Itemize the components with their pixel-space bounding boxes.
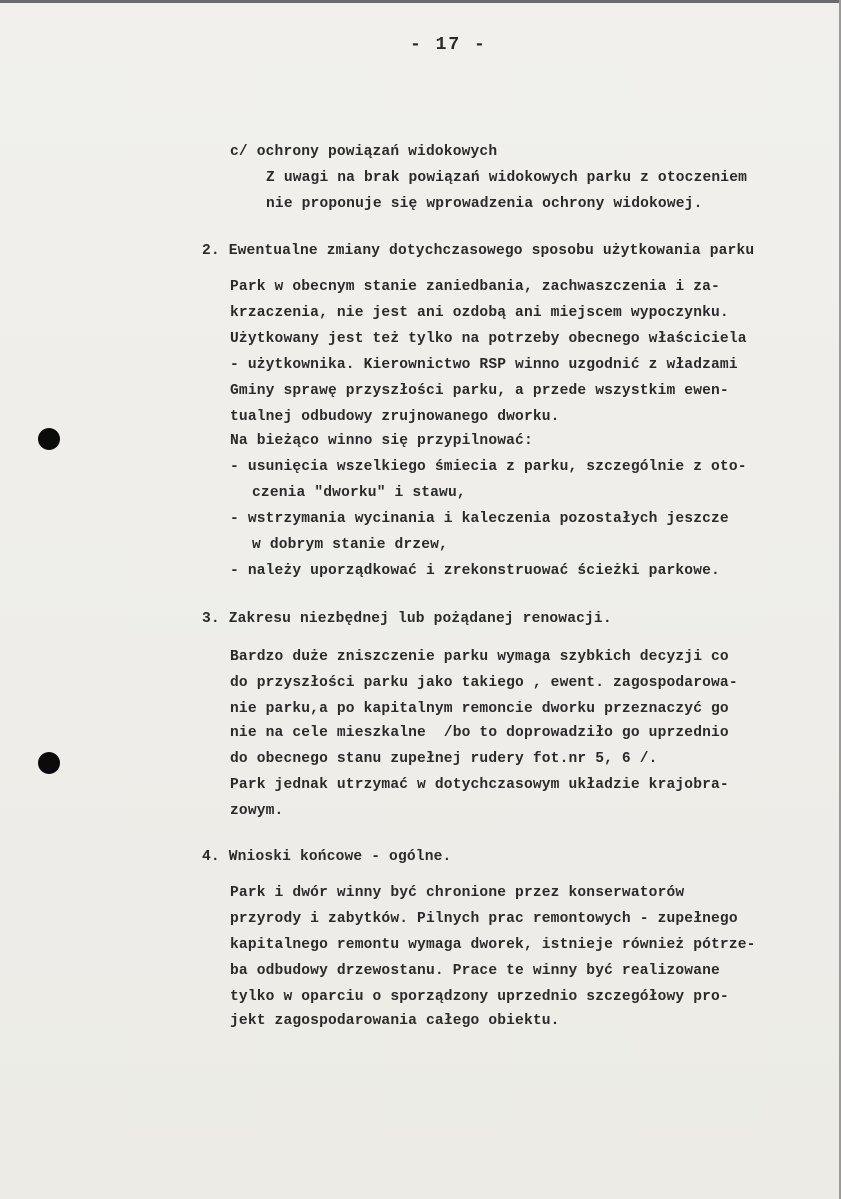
text-line: ba odbudowy drzewostanu. Prace te winny być realizowane <box>230 963 720 979</box>
text-line: Park i dwór winny być chronione przez konserwatorów <box>230 885 685 901</box>
text-line: tualnej odbudowy zrujnowanego dworku. <box>230 409 560 425</box>
section-heading: 3. Zakresu niezbędnej lub pożądanej renowacji. <box>202 611 612 627</box>
list-item: - usunięcia wszelkiego śmiecia z parku, szczególnie z oto- <box>230 459 747 475</box>
text-line: nie parku,a po kapitalnym remoncie dworku przeznaczyć go <box>230 701 729 717</box>
text-line: krzaczenia, nie jest ani ozdobą ani miejscem wypoczynku. <box>230 305 729 321</box>
text-line: nie proponuje się wprowadzenia ochrony widokowej. <box>266 196 703 212</box>
text-line: Gminy sprawę przyszłości parku, a przede wszystkim ewen- <box>230 383 729 399</box>
list-item: - wstrzymania wycinania i kaleczenia pozostałych jeszcze <box>230 511 729 527</box>
text-line: Park jednak utrzymać w dotychczasowym układzie krajobra- <box>230 777 729 793</box>
section-heading: 4. Wnioski końcowe - ogólne. <box>202 849 452 865</box>
text-line: jekt zagospodarowania całego obiektu. <box>230 1013 560 1029</box>
text-line: tylko w oparciu o sporządzony uprzednio szczegółowy pro- <box>230 989 729 1005</box>
text-line: w dobrym stanie drzew, <box>252 537 448 553</box>
text-line: Bardzo duże zniszczenie parku wymaga szybkich decyzji co <box>230 649 729 665</box>
text-line: kapitalnego remontu wymaga dworek, istnieje również pótrze- <box>230 937 756 953</box>
scan-top-edge <box>0 0 841 3</box>
text-line: zowym. <box>230 803 284 819</box>
text-line: Na bieżąco winno się przypilnować: <box>230 433 533 449</box>
punch-hole <box>38 428 60 450</box>
list-item: - należy uporządkować i zrekonstruować ścieżki parkowe. <box>230 563 720 579</box>
text-line: Z uwagi na brak powiązań widokowych parku z otoczeniem <box>266 170 748 186</box>
text-line: Użytkowany jest też tylko na potrzeby obecnego właściciela <box>230 331 747 347</box>
text-line: nie na cele mieszkalne /bo to doprowadziło go uprzednio <box>230 725 729 741</box>
text-line: Park w obecnym stanie zaniedbania, zachwaszczenia i za- <box>230 279 720 295</box>
text-line: czenia "dworku" i stawu, <box>252 485 466 501</box>
text-line: do obecnego stanu zupełnej rudery fot.nr 5, 6 /. <box>230 751 658 767</box>
text-line: przyrody i zabytków. Pilnych prac remontowych - zupełnego <box>230 911 738 927</box>
text-line: do przyszłości parku jako takiego , ewent. zagospodarowa- <box>230 675 738 691</box>
section-heading: 2. Ewentualne zmiany dotychczasowego sposobu użytkowania parku <box>202 243 755 259</box>
text-line: - użytkownika. Kierownictwo RSP winno uzgodnić z władzami <box>230 357 738 373</box>
text-line: c/ ochrony powiązań widokowych <box>230 144 498 160</box>
punch-hole <box>38 752 60 774</box>
page-number: - 17 - <box>410 35 487 55</box>
